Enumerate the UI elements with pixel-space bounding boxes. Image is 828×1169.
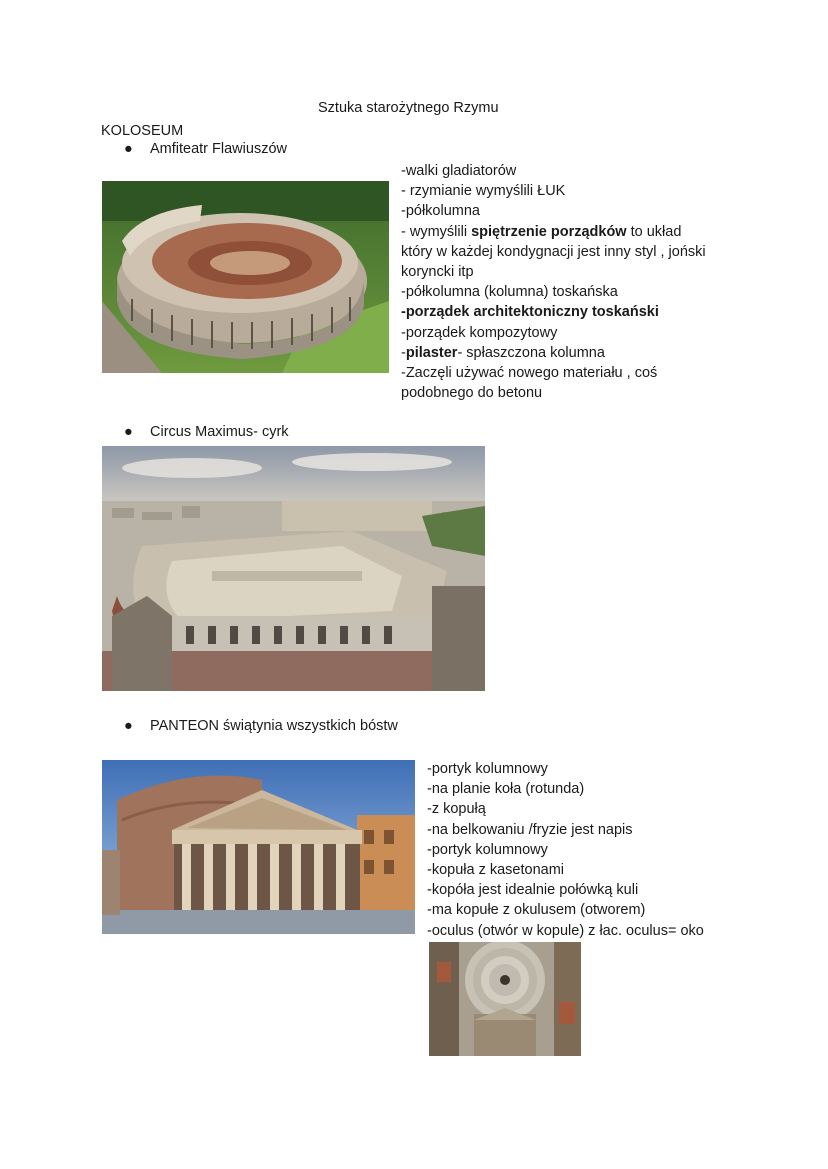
panteon-note-line xyxy=(427,820,704,840)
panteon-note-line xyxy=(427,759,704,779)
koloseum-note-line-text: który w każdej kondygnacji jest inny styl , joński xyxy=(401,243,706,260)
panteon-note-line xyxy=(427,779,704,799)
panteon-notes xyxy=(427,759,704,941)
bullet-circus xyxy=(124,424,289,440)
panteon-note-line xyxy=(427,860,704,880)
koloseum-note-line xyxy=(401,323,706,343)
pantheon-image xyxy=(102,760,415,934)
koloseum-note-line-text: koryncki itp xyxy=(401,264,474,281)
panteon-note-line-text: -portyk kolumnowy xyxy=(427,761,548,777)
panteon-note-line-text: -z kopułą xyxy=(427,801,486,818)
koloseum-note-line xyxy=(401,201,706,221)
bullet-dot: ● xyxy=(124,424,133,440)
pantheon-aerial-image xyxy=(429,942,581,1056)
circus-maximus-image xyxy=(102,446,485,691)
koloseum-note-line xyxy=(401,161,706,181)
koloseum-note-line xyxy=(401,282,706,302)
panteon-note-line-text: -kopóła jest idealnie połówką kuli xyxy=(427,882,639,899)
panteon-note-line xyxy=(427,799,704,819)
koloseum-note-line-text: -porządek architektoniczny toskański xyxy=(401,304,659,321)
koloseum-note-line-text: -walki gladiatorów xyxy=(401,163,517,179)
colosseum-image xyxy=(102,181,389,373)
panteon-note-line-text: -na belkowaniu /fryzie jest napis xyxy=(427,821,633,838)
koloseum-note-line-text: - wymyślili xyxy=(401,223,472,240)
panteon-note-line-text: -kopuła z kasetonami xyxy=(427,862,565,879)
koloseum-note-line xyxy=(401,343,706,363)
bullet-panteon-text: PANTEON świątynia wszystkich bóstw xyxy=(150,718,398,734)
panteon-note-line xyxy=(427,840,704,860)
koloseum-note-line-text: spiętrzenie porządków xyxy=(471,223,627,240)
bullet-amfiteatr-text: Amfiteatr Flawiuszów xyxy=(150,141,287,157)
koloseum-note-line-text: pilaster xyxy=(405,344,458,361)
koloseum-note-line-text: - xyxy=(401,344,406,361)
koloseum-note-line-text: -porządek kompozytowy xyxy=(401,324,558,341)
bullet-dot: ● xyxy=(124,141,133,157)
koloseum-note-line xyxy=(401,363,706,383)
koloseum-note-line-text: -półkolumna (kolumna) toskańska xyxy=(401,284,618,301)
koloseum-note-line xyxy=(401,262,706,282)
koloseum-note-line xyxy=(401,383,706,403)
koloseum-note-line xyxy=(401,181,706,201)
koloseum-note-line-text: podobnego do betonu xyxy=(401,385,543,402)
panteon-note-line-text: -portyk kolumnowy xyxy=(427,841,548,858)
section-heading: KOLOSEUM xyxy=(101,123,184,139)
koloseum-note-line-text: -półkolumna xyxy=(401,203,480,220)
panteon-note-line-text: -ma kopułe z okulusem (otworem) xyxy=(427,902,646,919)
koloseum-note-line-text: - spłaszczona kolumna xyxy=(457,344,605,361)
koloseum-notes xyxy=(401,161,706,403)
bullet-panteon xyxy=(124,718,398,734)
panteon-note-line-text: -oculus (otwór w kopule) z łac. oculus= oko xyxy=(427,922,704,939)
panteon-note-line-text: -na planie koła (rotunda) xyxy=(427,781,585,798)
bullet-dot: ● xyxy=(124,718,133,734)
panteon-note-line xyxy=(427,921,704,941)
koloseum-note-line-text: to układ xyxy=(626,223,682,240)
panteon-note-line xyxy=(427,900,704,920)
koloseum-note-line xyxy=(401,242,706,262)
koloseum-note-line-text: - rzymianie wymyślili ŁUK xyxy=(401,183,566,200)
koloseum-note-line xyxy=(401,302,706,322)
koloseum-note-line xyxy=(401,222,706,242)
bullet-circus-text: Circus Maximus- cyrk xyxy=(150,424,289,440)
document-title: Sztuka starożytnego Rzymu xyxy=(318,100,499,116)
koloseum-note-line-text: -Zaczęli używać nowego materiału , coś xyxy=(401,365,658,382)
bullet-amfiteatr xyxy=(124,141,287,157)
panteon-note-line xyxy=(427,880,704,900)
